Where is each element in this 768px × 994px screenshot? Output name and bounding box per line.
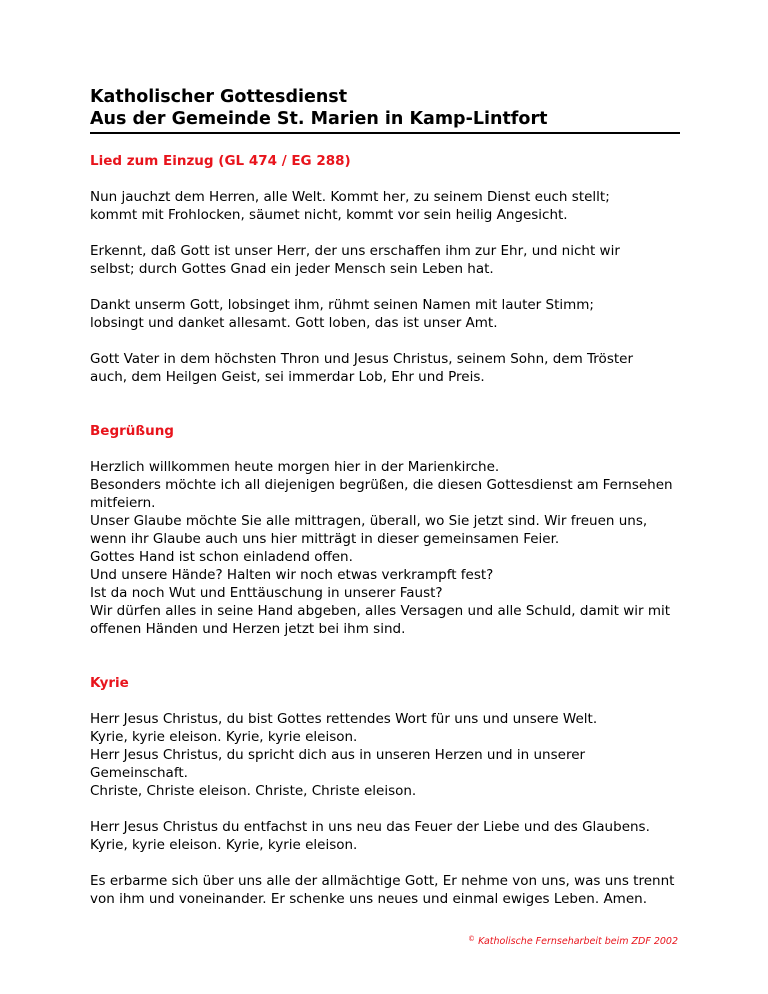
text-line: selbst; durch Gottes Gnad ein jeder Mensch sein Leben hat.: [90, 261, 494, 277]
text-line: mitfeiern.: [90, 495, 156, 511]
text-line: wenn ihr Glaube auch uns hier mitträgt in dieser gemeinsamen Feier.: [90, 531, 560, 547]
text-line: Gemeinschaft.: [90, 765, 188, 781]
copyright-symbol: ©: [468, 935, 476, 943]
text-line: Herr Jesus Christus du entfachst in uns neu das Feuer der Liebe und des Glaubens.: [90, 819, 650, 835]
text-line: Gott Vater in dem höchsten Thron und Jesus Christus, seinem Sohn, dem Tröster: [90, 351, 633, 367]
section-heading-lied: Lied zum Einzug (GL 474 / EG 288): [90, 153, 351, 169]
text-line: Es erbarme sich über uns alle der allmächtige Gott, Er nehme von uns, was uns trennt: [90, 873, 675, 889]
kyrie-block-1: [90, 710, 680, 800]
section-heading-kyrie: Kyrie: [90, 675, 129, 691]
text-line: Ist da noch Wut und Enttäuschung in unserer Faust?: [90, 585, 443, 601]
text-line: Unser Glaube möchte Sie alle mittragen, überall, wo Sie jetzt sind. Wir freuen uns,: [90, 513, 648, 529]
text-line: Herzlich willkommen heute morgen hier in der Marienkirche.: [90, 459, 500, 475]
text-line: kommt mit Frohlocken, säumet nicht, kommt vor sein heilig Angesicht.: [90, 207, 568, 223]
text-line: Kyrie, kyrie eleison. Kyrie, kyrie eleison.: [90, 837, 358, 853]
text-line: Kyrie, kyrie eleison. Kyrie, kyrie eleison.: [90, 729, 358, 745]
text-line: offenen Händen und Herzen jetzt bei ihm sind.: [90, 621, 406, 637]
text-line: Erkennt, daß Gott ist unser Herr, der uns erschaffen ihm zur Ehr, und nicht wir: [90, 243, 620, 259]
text-line: lobsingt und danket allesamt. Gott loben, das ist unser Amt.: [90, 315, 498, 331]
text-line: Wir dürfen alles in seine Hand abgeben, alles Versagen und alle Schuld, damit wir mit: [90, 603, 671, 619]
text-line: Herr Jesus Christus, du bist Gottes rettendes Wort für uns und unsere Welt.: [90, 711, 598, 727]
text-line: Dankt unserm Gott, lobsinget ihm, rühmt seinen Namen mit lauter Stimm;: [90, 297, 594, 313]
title-line-2: Aus der Gemeinde St. Marien in Kamp-Lintfort: [90, 109, 548, 129]
text-line: Nun jauchzt dem Herren, alle Welt. Kommt her, zu seinem Dienst euch stellt;: [90, 189, 610, 205]
kyrie-block-2: [90, 818, 680, 854]
text-line: Herr Jesus Christus, du spricht dich aus in unseren Herzen und in unserer: [90, 747, 586, 763]
text-line: Besonders möchte ich all diejenigen begrüßen, die diesen Gottesdienst am Fernsehen: [90, 477, 673, 493]
title-line-1: Katholischer Gottesdienst: [90, 87, 348, 107]
section-heading-begruessung: Begrüßung: [90, 423, 174, 439]
kyrie-block-3: [90, 872, 680, 908]
copyright-text: Katholische Fernseharbeit beim ZDF 2002: [478, 936, 678, 947]
copyright-footer: [468, 935, 678, 947]
lied-stanza-3: [90, 296, 680, 332]
document-page: [90, 86, 680, 908]
text-line: auch, dem Heilgen Geist, sei immerdar Lob, Ehr und Preis.: [90, 369, 485, 385]
text-line: von ihm und voneinander. Er schenke uns neues und einmal ewiges Leben. Amen.: [90, 891, 647, 907]
lied-stanza-2: [90, 242, 680, 278]
text-line: Christe, Christe eleison. Christe, Christe eleison.: [90, 783, 417, 799]
lied-stanza-1: [90, 188, 680, 224]
document-title: [90, 86, 680, 134]
text-line: Gottes Hand ist schon einladend offen.: [90, 549, 353, 565]
text-line: Und unsere Hände? Halten wir noch etwas verkrampft fest?: [90, 567, 494, 583]
begruessung-text: [90, 458, 680, 638]
lied-stanza-4: [90, 350, 680, 386]
